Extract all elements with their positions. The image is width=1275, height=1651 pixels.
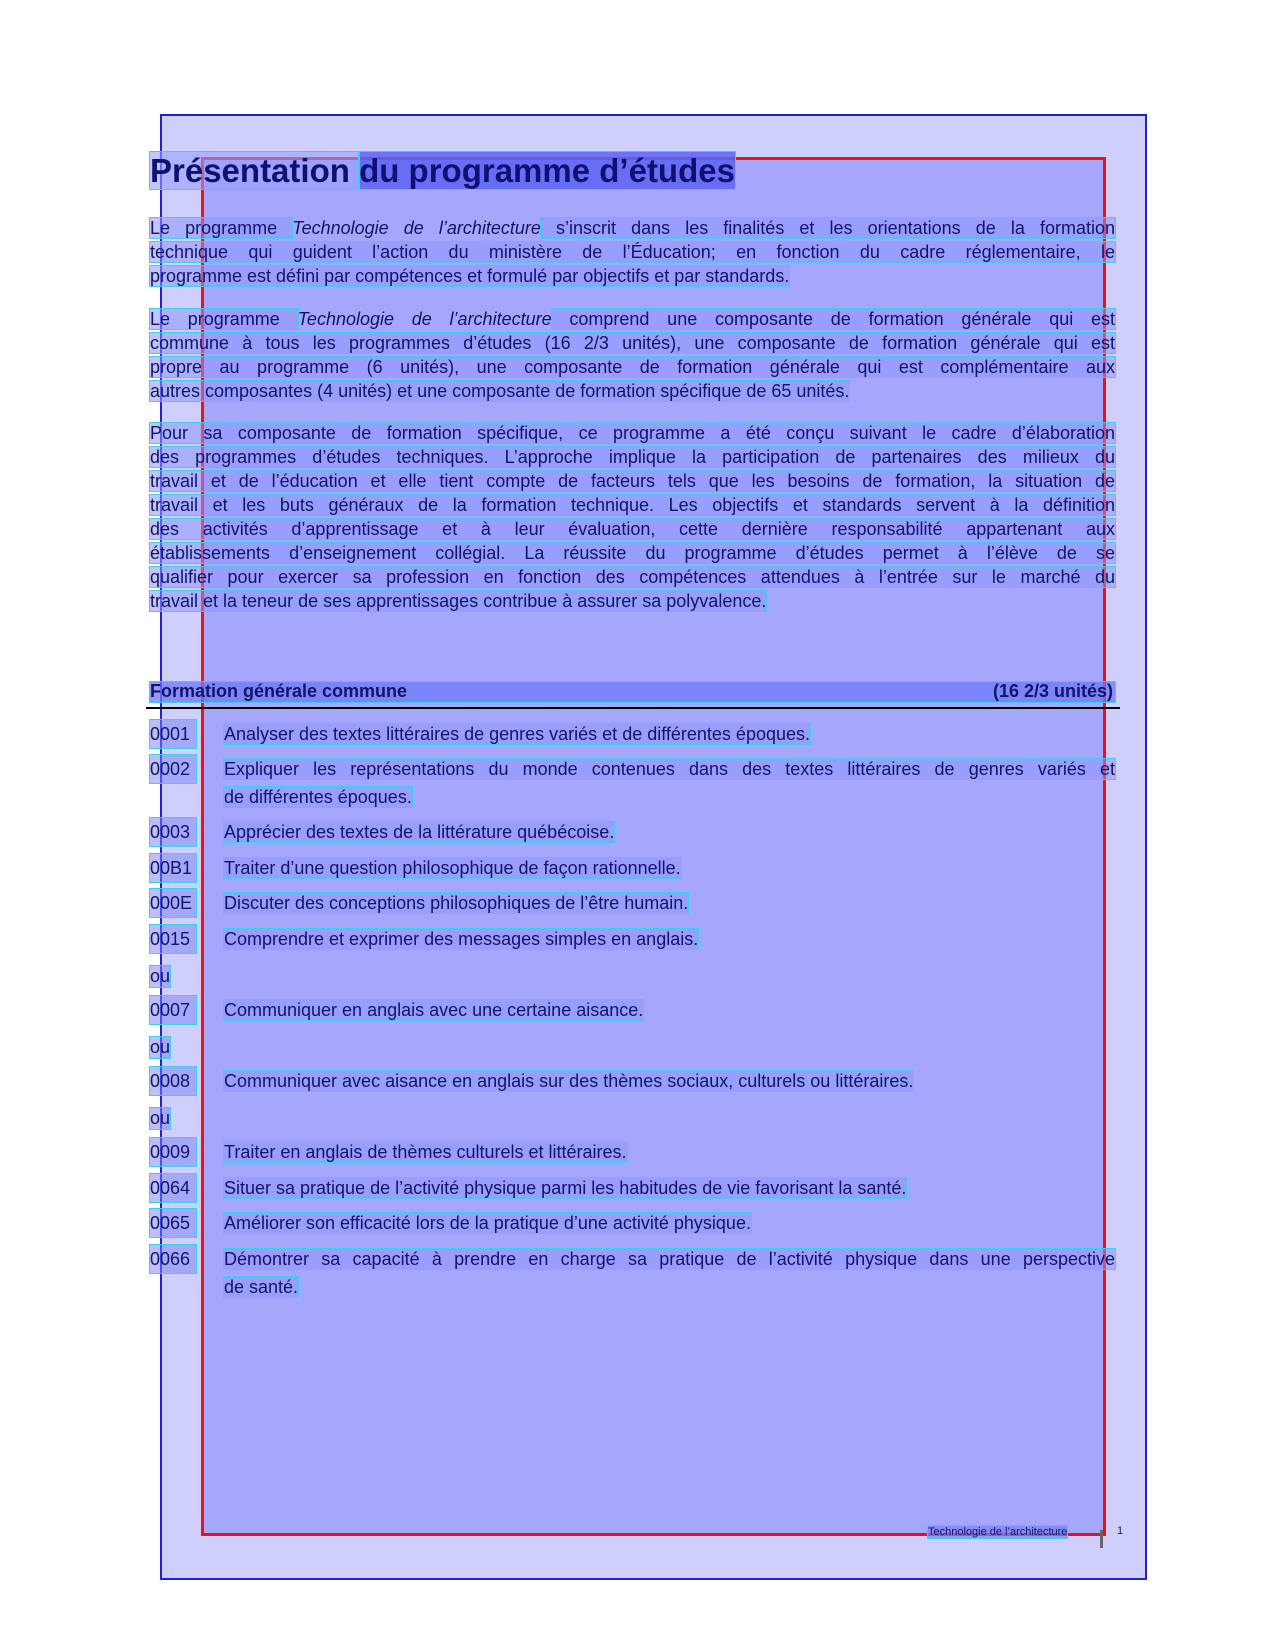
- course-title: [224, 996, 1115, 1024]
- text-segment: comprend une composante de formation générale qui est: [551, 309, 1115, 329]
- paragraph-line: [150, 331, 1115, 355]
- paragraph-line: [150, 240, 1115, 264]
- course-title: [224, 854, 1115, 882]
- course-title: [224, 1138, 1115, 1166]
- paragraph-line: [150, 379, 1115, 403]
- page-title-part1: Présentation: [150, 152, 360, 189]
- paragraph: [150, 216, 1115, 288]
- page-title: [150, 150, 735, 192]
- course-code: 0001: [150, 720, 196, 748]
- program-name-italic: Technologie de l’architecture: [297, 309, 552, 329]
- course-title: [224, 818, 1115, 846]
- course-title: [224, 755, 1115, 811]
- course-title: [224, 1174, 1115, 1202]
- course-title-line: Traiter en anglais de thèmes culturels et littéraires.: [224, 1142, 627, 1162]
- text-segment: s’inscrit dans les finalités et les orientations de la formation: [540, 218, 1115, 238]
- course-title: [224, 720, 1115, 748]
- footer-program-name: Technologie de l’architecture: [928, 1526, 1068, 1538]
- course-code: 0064: [150, 1174, 196, 1202]
- course-code: 0002: [150, 755, 196, 783]
- text-segment: des activités d’apprentissage et à leur évaluation, cette dernière responsabilité appartenant aux: [150, 519, 1115, 539]
- page-number: 1: [1117, 1525, 1124, 1537]
- course-title-line: Améliorer son efficacité lors de la pratique d’une activité physique.: [224, 1213, 751, 1233]
- course-title-line: de différentes époques.: [224, 787, 412, 807]
- text-segment: Le programme: [150, 309, 298, 329]
- course-title-line: de santé.: [224, 1277, 299, 1297]
- paragraph-line: [150, 445, 1115, 469]
- text-segment: établissements d’enseignement collégial. La réussite du programme d’études permet à l’élève de se: [150, 543, 1115, 563]
- text-segment: travail et la teneur de ses apprentissages contribue à assurer sa polyvalence.: [150, 591, 767, 611]
- section-title: Formation générale commune: [150, 681, 408, 701]
- or-separator: ou: [150, 1037, 171, 1057]
- course-title-line: Situer sa pratique de l’activité physique parmi les habitudes de vie favorisant la santé.: [224, 1178, 907, 1198]
- course-code: 0015: [150, 925, 196, 953]
- paragraph: [150, 421, 1115, 613]
- course-title: [224, 1209, 1115, 1237]
- or-separator: ou: [150, 1108, 171, 1128]
- course-code: 0003: [150, 818, 196, 846]
- course-title-line: Apprécier des textes de la littérature québécoise.: [224, 822, 615, 842]
- paragraph-line: [150, 216, 1115, 240]
- course-title: [224, 889, 1115, 917]
- course-title-line: Comprendre et exprimer des messages simples en anglais.: [224, 929, 699, 949]
- or-separator: ou: [150, 966, 171, 986]
- text-segment: technique qui guident l’action du ministère de l’Éducation; en fonction du cadre réglementaire, le: [150, 242, 1115, 262]
- course-title: [224, 1245, 1115, 1301]
- course-title-line: Expliquer les représentations du monde contenues dans des textes littéraires de genres variés et: [224, 759, 1115, 779]
- course-title: [224, 925, 1115, 953]
- course-code: 0007: [150, 996, 196, 1024]
- paragraph-line: [150, 421, 1115, 445]
- paragraph-line: [150, 517, 1115, 541]
- paragraph-line: [150, 589, 1115, 613]
- text-segment: Le programme: [150, 218, 293, 238]
- paragraph-line: [150, 469, 1115, 493]
- course-code: 0065: [150, 1209, 196, 1237]
- text-segment: travail et les buts généraux de la formation technique. Les objectifs et standards servent à la définition: [150, 495, 1115, 515]
- paragraph-line: [150, 264, 1115, 288]
- page-title-part2: du programme d’études: [359, 152, 735, 189]
- course-code: 0066: [150, 1245, 196, 1273]
- paragraph-line: [150, 541, 1115, 565]
- text-segment: commune à tous les programmes d’études (16 2/3 unités), une composante de formation générale qui est: [150, 333, 1115, 353]
- text-segment: propre au programme (6 unités), une composante de formation générale qui est complémentaire aux: [150, 357, 1115, 377]
- course-title-line: Démontrer sa capacité à prendre en charge sa pratique de l’activité physique dans une perspective: [224, 1249, 1115, 1269]
- paragraph-line: [150, 355, 1115, 379]
- course-title-line: Analyser des textes littéraires de genres variés et de différentes époques.: [224, 724, 811, 744]
- course-title-line: Communiquer en anglais avec une certaine aisance.: [224, 1000, 644, 1020]
- text-segment: travail et de l’éducation et elle tient compte de facteurs tels que les besoins de formation, la situation de: [150, 471, 1115, 491]
- course-code: 0008: [150, 1067, 196, 1095]
- course-title: [224, 1067, 1115, 1095]
- course-title-line: Traiter d’une question philosophique de façon rationnelle.: [224, 858, 681, 878]
- text-segment: programme est défini par compétences et formulé par objectifs et par standards.: [150, 266, 790, 286]
- course-code: 000E: [150, 889, 196, 917]
- section-rule: [146, 707, 1120, 709]
- course-title-line: Communiquer avec aisance en anglais sur des thèmes sociaux, culturels ou littéraires.: [224, 1071, 914, 1091]
- paragraph-line: [150, 565, 1115, 589]
- paragraph-line: [150, 493, 1115, 517]
- paragraph-line: [150, 307, 1115, 331]
- program-name-italic: Technologie de l’architecture: [292, 218, 541, 238]
- course-code: 0009: [150, 1138, 196, 1166]
- page-corner-mark: [1100, 1530, 1103, 1548]
- paragraph: [150, 307, 1115, 403]
- course-title-line: Discuter des conceptions philosophiques de l’être humain.: [224, 893, 689, 913]
- text-segment: des programmes d’études techniques. L’approche implique la participation de partenaires des milieux du: [150, 447, 1115, 467]
- section-units: (16 2/3 unités): [992, 681, 1113, 701]
- text-segment: Pour sa composante de formation spécifique, ce programme a été conçu suivant le cadre d’élaboration: [150, 423, 1115, 443]
- text-segment: autres composantes (4 unités) et une composante de formation spécifique de 65 unités.: [150, 381, 850, 401]
- section-heading: [150, 682, 1115, 702]
- text-segment: qualifier pour exercer sa profession en fonction des compétences attendues à l’entrée sur le marché du: [150, 567, 1115, 587]
- course-code: 00B1: [150, 854, 196, 882]
